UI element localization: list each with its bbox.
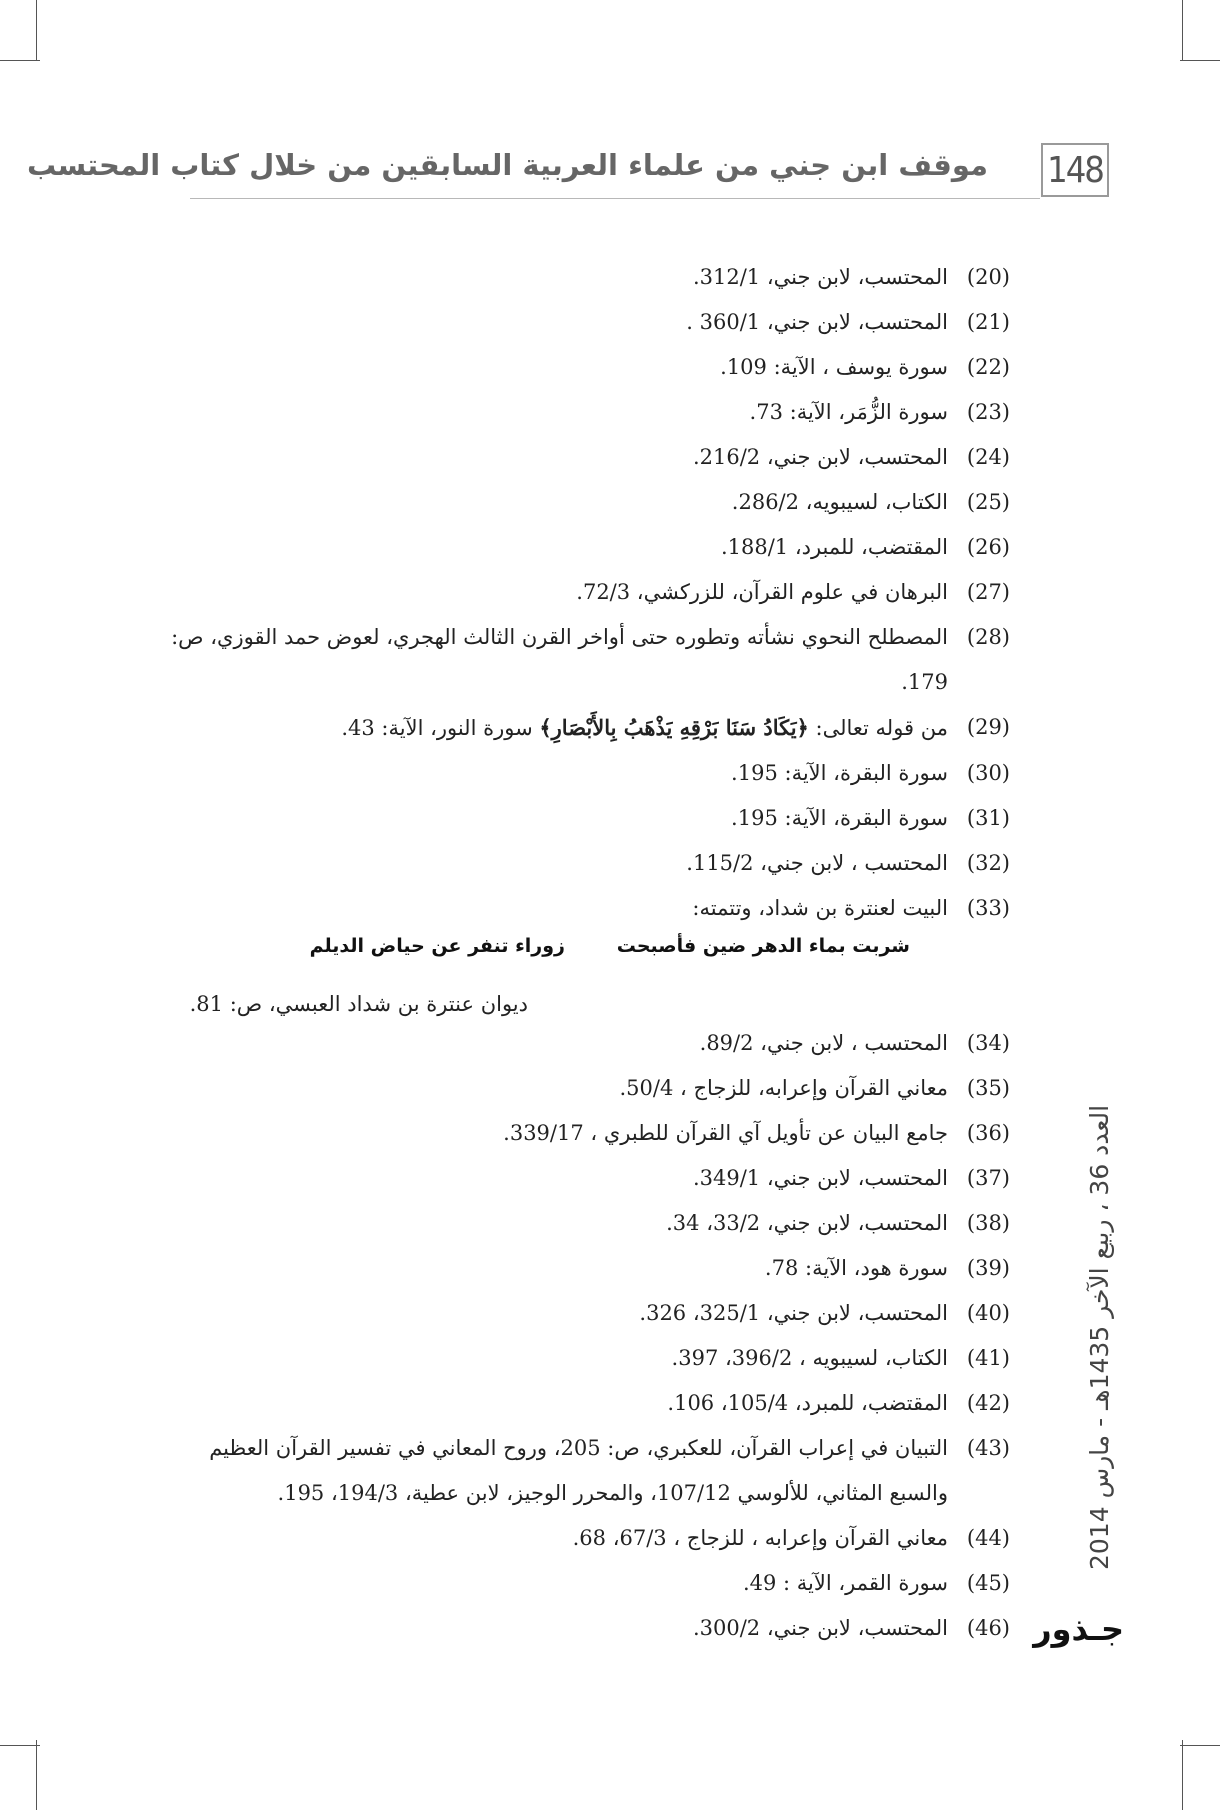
endnote-text: المحتسب، لابن جني، 33/2، 34. — [666, 1211, 948, 1235]
endnote-text: التبيان في إعراب القرآن، للعكبري، ص: 205، وروح المعاني في تفسير القرآن العظيم والسبع المثاني، للألوسي 107/12، والمحرر الوجيز، لابن عطية، 194/3، 195. — [209, 1436, 948, 1505]
endnote-number-text: (42) — [966, 1391, 1010, 1415]
endnote-text: المحتسب، لابن جني، 216/2. — [692, 445, 948, 469]
endnote-text — [160, 705, 948, 751]
endnote-number-text: (37) — [966, 1166, 1010, 1190]
endnote-text: المحتسب، لابن جني، 300/2. — [692, 1616, 948, 1640]
endnote-suffix: سورة النور، الآية: 43. — [341, 716, 540, 740]
endnote-number — [948, 1516, 1010, 1561]
endnote-text: المقتضب، للمبرد، 188/1. — [720, 535, 948, 559]
endnote-number — [948, 1426, 1010, 1516]
endnote-number-text: (34) — [966, 1031, 1010, 1055]
crop-mark-bottom-right-v — [1182, 1740, 1183, 1810]
endnote-number — [948, 300, 1010, 345]
endnote-text: البيت لعنترة بن شداد، وتتمته: — [692, 896, 948, 920]
poem-hemistich-2: زوراء تنفر عن حياض الديلم — [309, 935, 565, 957]
endnote-number-text: (31) — [966, 806, 1010, 830]
endnote-prefix: من قوله تعالى: — [808, 716, 948, 740]
endnote-number-text: (22) — [966, 355, 1010, 379]
crop-mark-top-right-h — [1180, 60, 1220, 61]
endnote-item — [160, 1291, 1010, 1336]
crop-mark-bottom-left-v — [36, 1740, 37, 1810]
endnote-number — [948, 615, 1010, 705]
endnote-number — [948, 435, 1010, 480]
endnote-text: سورة يوسف ، الآية: 109. — [720, 355, 948, 379]
endnote-number — [948, 525, 1010, 570]
endnote-number-text: (38) — [966, 1211, 1010, 1235]
endnote-text: المقتضب، للمبرد، 105/4، 106. — [667, 1391, 948, 1415]
endnote-item — [160, 1246, 1010, 1291]
endnote-item — [160, 1021, 1010, 1066]
endnote-text: سورة البقرة، الآية: 195. — [731, 806, 948, 830]
endnote-number-text: (24) — [966, 445, 1010, 469]
endnote-item — [160, 525, 1010, 570]
endnote-number — [948, 390, 1010, 435]
endnote-number — [948, 1201, 1010, 1246]
endnote-number-text: (36) — [966, 1121, 1010, 1145]
endnote-number — [948, 570, 1010, 615]
endnote-number — [948, 1246, 1010, 1291]
endnote-item — [160, 255, 1010, 300]
endnote-number-text: (40) — [966, 1301, 1010, 1325]
endnote-number-text: (25) — [966, 490, 1010, 514]
endnote-number-text: (28) — [966, 625, 1010, 649]
endnote-item — [160, 615, 1010, 705]
quran-quote: ﴿يَكَادُ سَنَا بَرْقِهِ يَذْهَبُ بِالأَبْصَارِ﴾ — [539, 715, 809, 740]
crop-mark-bottom-right-h — [1180, 1745, 1220, 1746]
endnote-number — [948, 705, 1010, 751]
endnote-number — [948, 480, 1010, 525]
endnote-text: المحتسب ، لابن جني، 115/2. — [686, 851, 948, 875]
endnote-number — [948, 345, 1010, 390]
poem-hemistich-1: شربت بماء الدهر ضين فأصبحت — [616, 935, 910, 957]
endnote-number — [948, 1021, 1010, 1066]
endnote-number-text: (41) — [966, 1346, 1010, 1370]
endnote-item — [160, 390, 1010, 435]
endnote-item — [160, 841, 1010, 886]
endnote-text: سورة الزُّمَر، الآية: 73. — [749, 400, 948, 424]
endnote-number-text: (39) — [966, 1256, 1010, 1280]
endnote-text: المحتسب، لابن جني، 349/1. — [692, 1166, 948, 1190]
endnote-item — [160, 1516, 1010, 1561]
endnote-text: سورة هود، الآية: 78. — [764, 1256, 948, 1280]
endnote-number-text: (27) — [966, 580, 1010, 604]
endnote-number-text: (23) — [966, 400, 1010, 424]
endnote-item — [160, 435, 1010, 480]
endnote-text: معاني القرآن وإعرابه، للزجاج ، 50/4. — [619, 1076, 948, 1100]
poem-source: ديوان عنترة بن شداد العبسي، ص: 81. — [189, 992, 528, 1016]
endnote-text: الكتاب، لسيبويه ، 396/2، 397. — [671, 1346, 948, 1370]
crop-mark-bottom-left-h — [0, 1745, 40, 1746]
endnote-text: البرهان في علوم القرآن، للزركشي، 72/3. — [576, 580, 948, 604]
endnote-number — [948, 796, 1010, 841]
endnote-item — [160, 1426, 1010, 1516]
crop-mark-top-right-v — [1182, 0, 1183, 60]
endnote-text: سورة البقرة، الآية: 195. — [731, 761, 948, 785]
endnote-number — [948, 1381, 1010, 1426]
endnote-text: المحتسب، لابن جني، 312/1. — [692, 265, 948, 289]
endnote-number-text: (45) — [966, 1571, 1010, 1595]
poem-verse — [180, 935, 920, 975]
endnote-item — [160, 1066, 1010, 1111]
endnote-item — [160, 705, 1010, 751]
endnote-text: المحتسب، لابن جني، 360/1 . — [686, 310, 948, 334]
endnote-item — [160, 570, 1010, 615]
endnote-number-text: (26) — [966, 535, 1010, 559]
crop-mark-top-left-v — [36, 0, 37, 60]
endnote-number-text: (43) — [966, 1436, 1010, 1460]
crop-mark-top-left-h — [0, 60, 40, 61]
page-number: 148 — [1041, 143, 1109, 197]
endnote-item — [160, 1111, 1010, 1156]
journal-logo: جـذور — [1033, 1610, 1124, 1648]
endnote-text: المحتسب، لابن جني، 325/1، 326. — [639, 1301, 948, 1325]
endnote-item — [160, 480, 1010, 525]
endnote-number-text: (35) — [966, 1076, 1010, 1100]
endnote-item — [160, 796, 1010, 841]
endnote-item — [160, 1381, 1010, 1426]
endnote-number — [948, 886, 1010, 931]
running-header-title: موقف ابن جني من علماء العربية السابقين من خلال كتاب المحتسب — [26, 148, 988, 182]
endnote-number — [948, 255, 1010, 300]
endnote-text: المصطلح النحوي نشأته وتطوره حتى أواخر القرن الثالث الهجري، لعوض حمد القوزي، ص: 179. — [171, 625, 948, 694]
issue-label-text: العدد 36 ، ربيع الآخر 1435هـ - مارس 2014 — [1085, 1104, 1114, 1570]
endnote-item — [160, 1336, 1010, 1381]
endnote-number — [948, 1111, 1010, 1156]
endnote-number — [948, 1606, 1010, 1651]
endnote-item — [160, 1606, 1010, 1651]
endnote-number-text: (46) — [966, 1616, 1010, 1640]
endnote-number-text: (29) — [966, 715, 1010, 739]
endnote-number-text: (32) — [966, 851, 1010, 875]
endnote-item — [160, 300, 1010, 345]
endnote-text: الكتاب، لسيبويه، 286/2. — [731, 490, 948, 514]
endnote-item — [160, 1561, 1010, 1606]
endnote-item — [160, 345, 1010, 390]
endnote-item — [160, 1201, 1010, 1246]
endnote-number-text: (21) — [966, 310, 1010, 334]
endnote-number — [948, 1336, 1010, 1381]
endnote-number — [948, 841, 1010, 886]
endnote-number — [948, 1291, 1010, 1336]
endnote-number-text: (30) — [966, 761, 1010, 785]
endnote-number-text: (44) — [966, 1526, 1010, 1550]
endnote-text: جامع البيان عن تأويل آي القرآن للطبري ، 339/17. — [503, 1121, 948, 1145]
header-divider — [190, 198, 1040, 199]
endnote-number-text: (33) — [966, 896, 1010, 920]
endnote-text: سورة القمر، الآية : 49. — [742, 1571, 948, 1595]
endnote-item — [160, 886, 1010, 931]
endnote-number-text: (20) — [966, 265, 1010, 289]
endnote-number — [948, 1156, 1010, 1201]
endnote-text: المحتسب ، لابن جني، 89/2. — [699, 1031, 948, 1055]
endnote-number — [948, 751, 1010, 796]
endnote-item — [160, 751, 1010, 796]
endnote-number — [948, 1066, 1010, 1111]
endnote-item — [160, 1156, 1010, 1201]
endnote-number — [948, 1561, 1010, 1606]
endnote-text: معاني القرآن وإعرابه ، للزجاج ، 67/3، 68. — [572, 1526, 948, 1550]
